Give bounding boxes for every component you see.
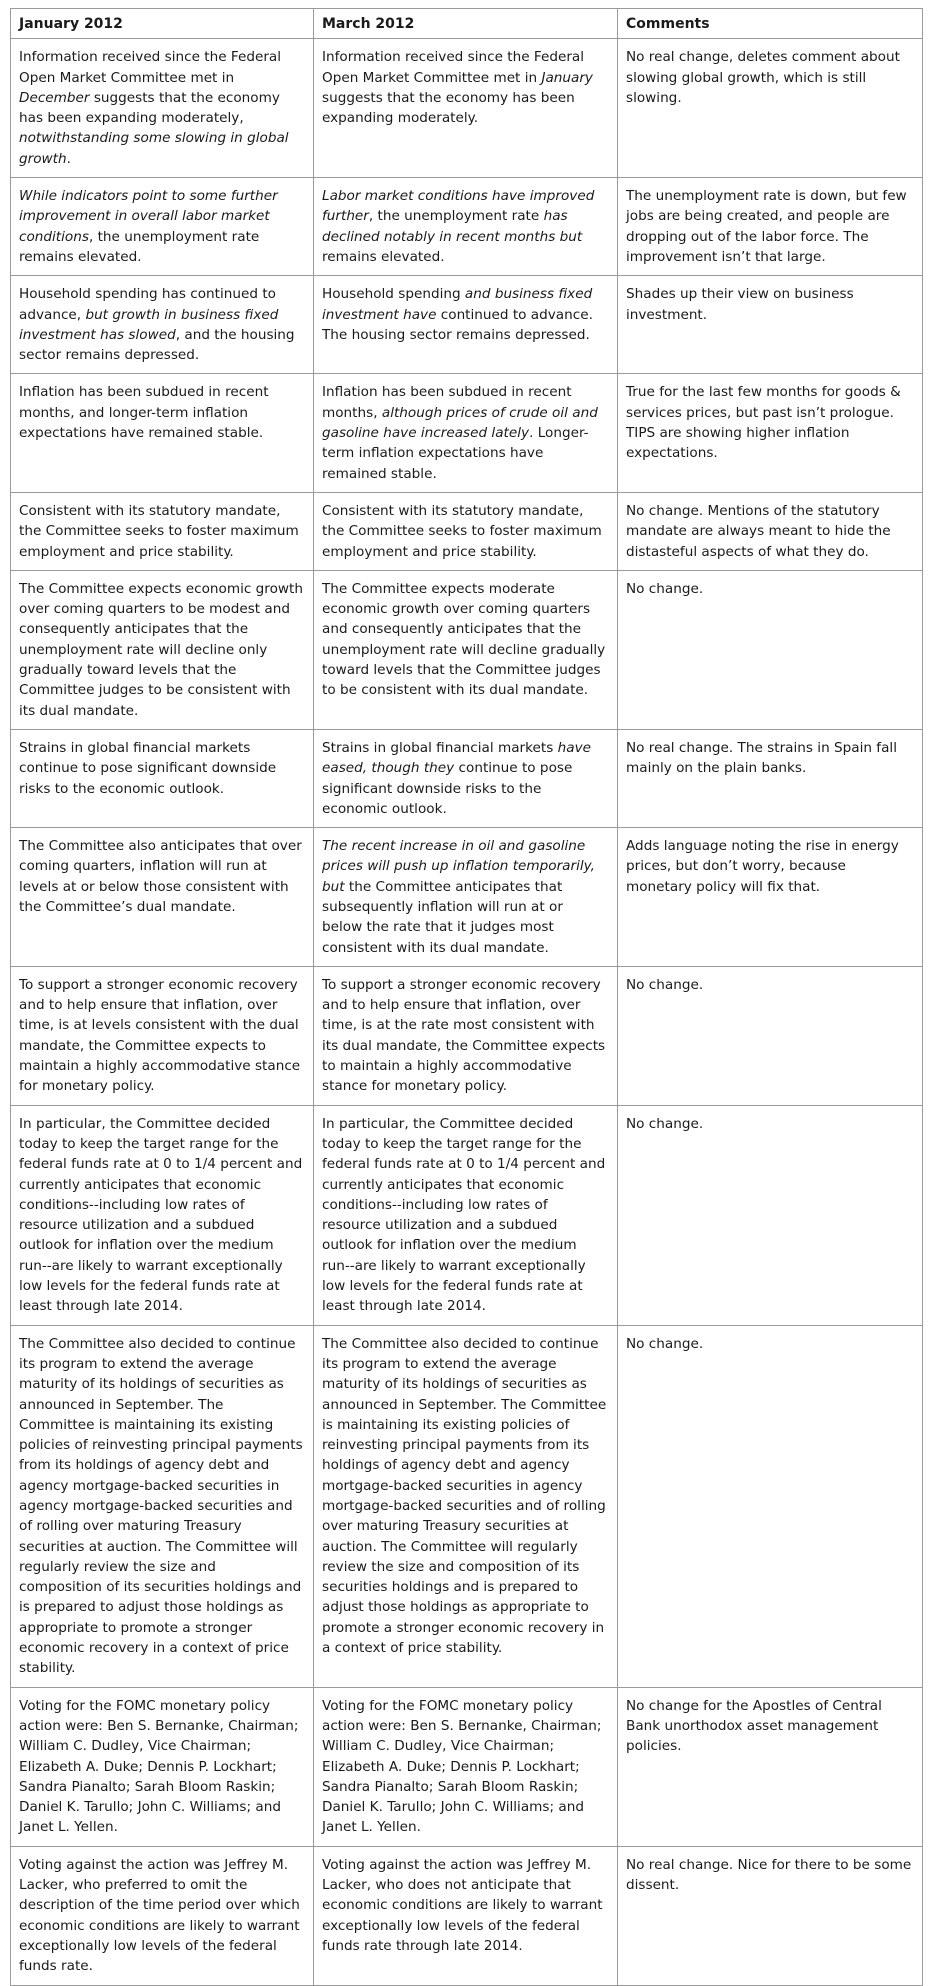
march-2012-cell — [314, 1325, 618, 1687]
italic-text: has declined notably in recent months but — [322, 208, 583, 245]
january-2012-cell — [11, 966, 314, 1105]
table-row — [11, 966, 923, 1105]
january-2012-cell — [11, 1687, 314, 1846]
table-row — [11, 729, 923, 827]
comments-cell: No change for the Apostles of Central Bank unorthodox asset management policies. — [618, 1687, 923, 1846]
comments-cell: No real change. Nice for there to be some dissent. — [618, 1846, 923, 1985]
table-row — [11, 1846, 923, 1985]
table-row — [11, 1105, 923, 1325]
italic-text: have eased, though they — [322, 739, 591, 777]
text: To support a stronger economic recovery and to help ensure that inflation, over time, is at the rate most consistent with its dual mandate, the Committee expects to maintain a highly accommodative stance for monetary policy. — [322, 976, 610, 1095]
text: Strains in global financial markets — [322, 739, 558, 756]
text: suggests that the economy has been expanding moderately. — [322, 69, 598, 127]
text: The Committee expects moderate economic growth over coming quarters and consequently anticipates that the unemployment rate will decline gradually toward levels that the Committee judges to be consistent with its dual mandate. — [322, 580, 610, 699]
table-row — [11, 178, 923, 276]
header-march-2012: March 2012 — [314, 9, 618, 39]
table-row — [11, 828, 923, 967]
table-row — [11, 1687, 923, 1846]
italic-text: and business fixed investment have — [322, 286, 593, 323]
text: Inflation has been subdued in recent months, — [322, 384, 576, 421]
text: . — [66, 150, 71, 167]
text: To support a stronger economic recovery and to help ensure that inflation, over time, is at levels consistent with the dual mandate, the Committee expects to maintain a highly accommodative stance for monetary policy. — [19, 976, 305, 1095]
table-row — [11, 570, 923, 729]
text: Consistent with its statutory mandate, the Committee seeks to foster maximum employment and price stability. — [19, 502, 304, 560]
text: suggests that the economy has been expanding moderately, — [19, 89, 285, 127]
table-row — [11, 1325, 923, 1687]
text: Voting against the action was Jeffrey M. Lacker, who preferred to omit the description of the time period over which economic conditions are likely to warrant exceptionally low levels of the federal funds rate. — [19, 1856, 305, 1975]
text: continue to pose significant downside risks to the economic outlook. — [322, 760, 577, 817]
january-2012-cell — [11, 1846, 314, 1985]
italic-text: although prices of crude oil and gasoline have increased lately — [322, 404, 598, 442]
march-2012-cell — [314, 828, 618, 967]
text: remains elevated. — [322, 228, 587, 265]
march-2012-cell — [314, 1105, 618, 1325]
text: Voting against the action was Jeffrey M. Lacker, who does not anticipate that economic conditions are likely to warrant exceptionally low levels of the federal funds rate through late 2014. — [322, 1856, 607, 1954]
january-2012-cell — [11, 729, 314, 827]
january-2012-cell — [11, 570, 314, 729]
january-2012-cell — [11, 1325, 314, 1687]
comments-cell: No real change, deletes comment about slowing global growth, which is still slowing. — [618, 39, 923, 178]
italic-text: but growth in business fixed investment has slowed — [19, 306, 279, 343]
text: the Committee anticipates that subsequently inflation will run at or below the rate that it judges most consistent with its dual mandate. — [322, 878, 568, 956]
header-january-2012: January 2012 — [11, 9, 314, 39]
january-2012-cell — [11, 374, 314, 492]
text: Household spending — [322, 286, 465, 303]
text: Voting for the FOMC monetary policy action were: Ben S. Bernanke, Chairman; William C. Dudley, Vice Chairman; Elizabeth A. Duke; Dennis P. Lockhart; Sandra Pianalto; Sarah Bloom Raskin; Daniel K. Tarullo; John C. Williams; and Janet L. Yellen. — [19, 1697, 303, 1836]
january-2012-cell — [11, 828, 314, 967]
table-row — [11, 492, 923, 570]
italic-text: notwithstanding some slowing in global growth — [19, 130, 289, 167]
text: , and the housing sector remains depressed. — [19, 326, 299, 364]
march-2012-cell — [314, 39, 618, 178]
text: The Committee expects economic growth over coming quarters to be modest and consequently anticipates that the unemployment rate will decline only gradually toward levels that the Committee judges to be consistent with its dual mandate. — [19, 580, 308, 719]
text: In particular, the Committee decided today to keep the target range for the federal funds rate at 0 to 1/4 percent and currently anticipates that economic conditions--including low rates of resource utilization and a subdued outlook for inflation over the medium run--are likely to warrant exceptionally low levels for the federal funds rate at least through late 2014. — [322, 1115, 610, 1315]
text: In particular, the Committee decided today to keep the target range for the federal funds rate at 0 to 1/4 percent and currently anticipates that economic conditions--including low rates of resource utilization and a subdued outlook for inflation over the medium run--are likely to warrant exceptionally low levels for the federal funds rate at least through late 2014. — [19, 1115, 307, 1315]
comments-cell: No change. — [618, 1325, 923, 1687]
comments-cell: The unemployment rate is down, but few jobs are being created, and people are dropping out of the labor force. The improvement isn’t that large. — [618, 178, 923, 276]
text: Strains in global financial markets continue to pose significant downside risks to the economic outlook. — [19, 739, 281, 797]
january-2012-cell — [11, 178, 314, 276]
text: Consistent with its statutory mandate, the Committee seeks to foster maximum employment and price stability. — [322, 502, 607, 560]
table-row — [11, 374, 923, 492]
january-2012-cell — [11, 1105, 314, 1325]
text: continued to advance. The housing sector remains depressed. — [322, 306, 598, 343]
fomc-statement-comparison-table — [10, 8, 923, 1986]
text: , the unemployment rate — [368, 208, 544, 225]
italic-text: While indicators point to some further improvement in overall labor market conditions — [19, 188, 278, 245]
comments-cell: No real change. The strains in Spain fall mainly on the plain banks. — [618, 729, 923, 827]
italic-text: The recent increase in oil and gasoline prices will push up inflation temporarily, but — [322, 838, 595, 895]
january-2012-cell — [11, 39, 314, 178]
italic-text: January — [541, 69, 593, 86]
comments-cell: Shades up their view on business investment. — [618, 276, 923, 374]
text: , the unemployment rate remains elevated. — [19, 228, 264, 265]
comments-cell: Adds language noting the rise in energy prices, but don’t worry, because monetary policy will fix that. — [618, 828, 923, 967]
march-2012-cell — [314, 276, 618, 374]
march-2012-cell — [314, 1687, 618, 1846]
italic-text: December — [19, 89, 90, 106]
comments-cell: No change. — [618, 570, 923, 729]
march-2012-cell — [314, 729, 618, 827]
comments-cell: No change. — [618, 1105, 923, 1325]
header-row — [11, 9, 923, 39]
text: Voting for the FOMC monetary policy action were: Ben S. Bernanke, Chairman; William C. Dudley, Vice Chairman; Elizabeth A. Duke; Dennis P. Lockhart; Sandra Pianalto; Sarah Bloom Raskin; Daniel K. Tarullo; John C. Williams; and Janet L. Yellen. — [322, 1697, 606, 1836]
table-row — [11, 39, 923, 178]
comments-cell: No change. Mentions of the statutory mandate are always meant to hide the distasteful aspects of what they do. — [618, 492, 923, 570]
january-2012-cell — [11, 492, 314, 570]
text: Information received since the Federal Open Market Committee met in — [19, 49, 286, 86]
march-2012-cell — [314, 374, 618, 492]
comments-cell: No change. — [618, 966, 923, 1105]
text: Information received since the Federal Open Market Committee met in — [322, 49, 589, 86]
text: The Committee also anticipates that over coming quarters, inflation will run at levels at or below those consistent with the Committee’s dual mandate. — [19, 838, 307, 915]
march-2012-cell — [314, 178, 618, 276]
table-body — [11, 39, 923, 1985]
text: Household spending has continued to advance, — [19, 286, 281, 323]
march-2012-cell — [314, 1846, 618, 1985]
text: . Longer-term inflation expectations have remained stable. — [322, 425, 589, 482]
table-row — [11, 276, 923, 374]
march-2012-cell — [314, 570, 618, 729]
comments-cell: True for the last few months for goods & services prices, but past isn’t prologue. TIPS are showing higher inflation expectations. — [618, 374, 923, 492]
text: Inflation has been subdued in recent months, and longer-term inflation expectations have remained stable. — [19, 384, 273, 442]
italic-text: Labor market conditions have improved further — [322, 188, 595, 225]
march-2012-cell — [314, 492, 618, 570]
header-comments: Comments — [618, 9, 923, 39]
january-2012-cell — [11, 276, 314, 374]
march-2012-cell — [314, 966, 618, 1105]
text: The Committee also decided to continue its program to extend the average maturity of its holdings of securities as announced in September. The Committee is maintaining its existing policies of reinvesting principal payments from its holdings of agency debt and agency mortgage-backed securities in agency mortgage-backed securities and of rolling over maturing Treasury securities at auction. The Committee will regularly review the size and composition of its securities holdings and is prepared to adjust those holdings as appropriate to promote a stronger economic recovery in a context of price stability. — [19, 1335, 308, 1677]
text: The Committee also decided to continue its program to extend the average maturity of its holdings of securities as announced in September. The Committee is maintaining its existing policies of reinvesting principal payments from its holdings of agency debt and agency mortgage-backed securities in agency mortgage-backed securities and of rolling over maturing Treasury securities at auction. The Committee will regularly review the size and composition of its securities holdings and is prepared to adjust those holdings as appropriate to promote a stronger economic recovery in a context of price stability. — [322, 1335, 611, 1657]
comparison-document — [10, 8, 922, 1986]
